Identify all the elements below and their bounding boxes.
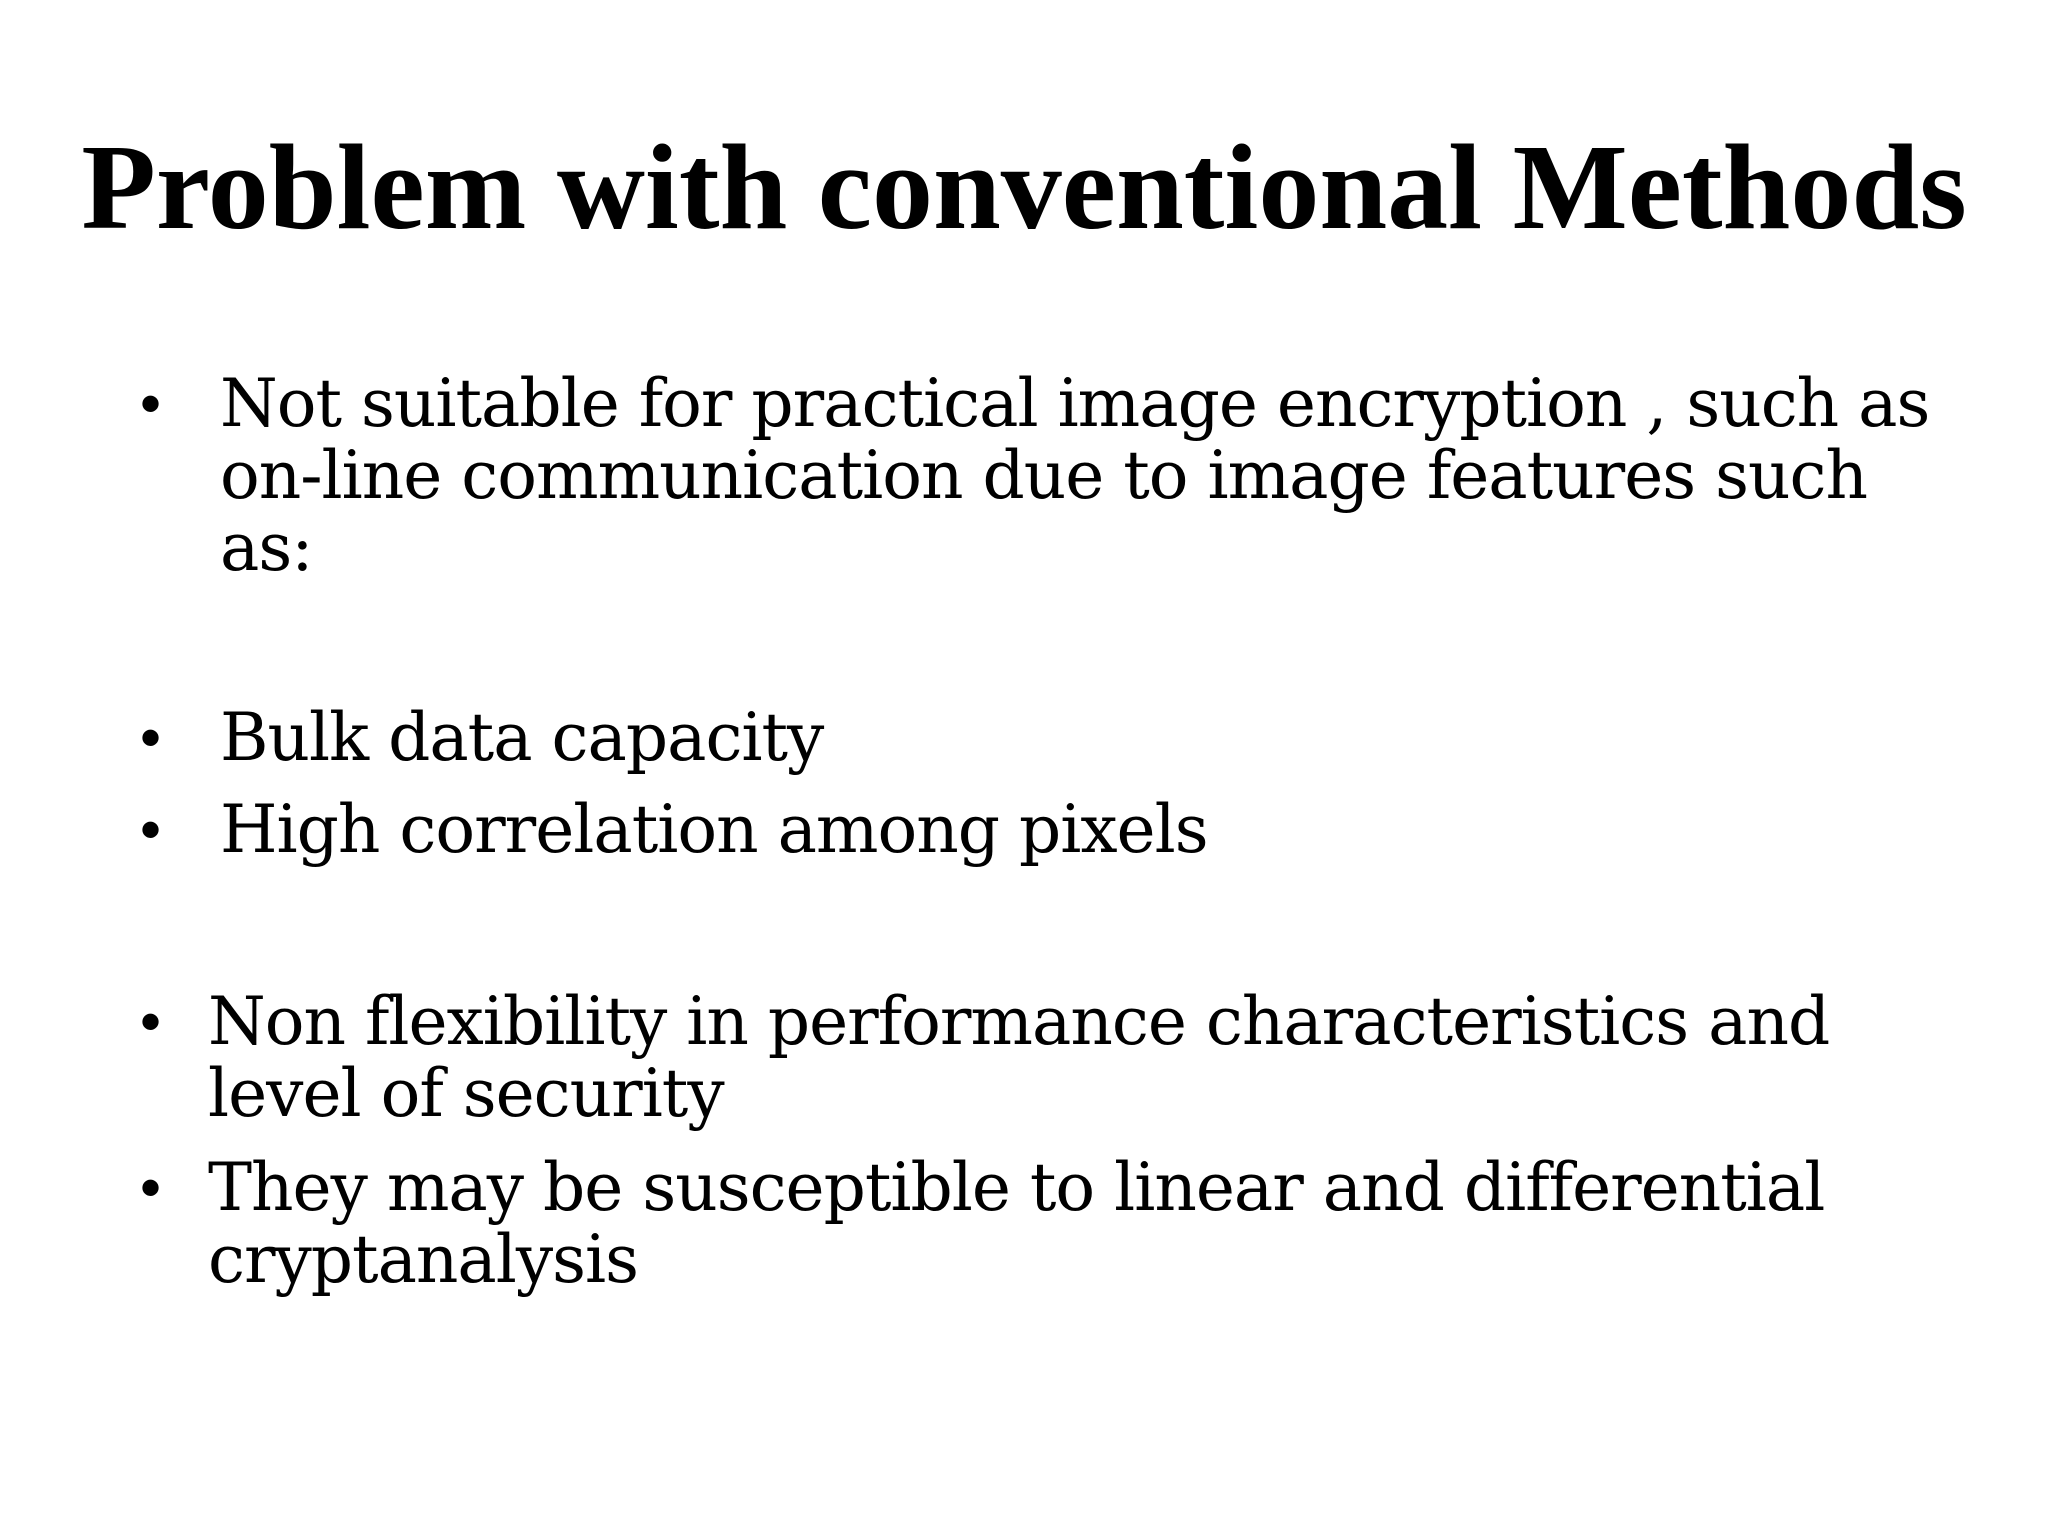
bullet-text: Not suitable for practical image encryption , such as on-line communication due to image features such as: bbox=[220, 365, 1930, 586]
bullet-text: Bulk data capacity bbox=[220, 699, 824, 776]
bullet-text: High correlation among pixels bbox=[220, 791, 1208, 868]
bullet-text: They may be susceptible to linear and differential cryptanalysis bbox=[208, 1149, 1825, 1298]
bullet-dot: • bbox=[140, 370, 161, 437]
bullet-dot: • bbox=[140, 1154, 161, 1221]
bullet-dot: • bbox=[140, 988, 161, 1055]
bullet-dot: • bbox=[140, 796, 161, 863]
slide-title: Problem with conventional Methods bbox=[81, 120, 1967, 255]
bullet-text: Non flexibility in performance characteristics and level of security bbox=[208, 983, 1830, 1132]
bullet-dot: • bbox=[140, 704, 161, 771]
